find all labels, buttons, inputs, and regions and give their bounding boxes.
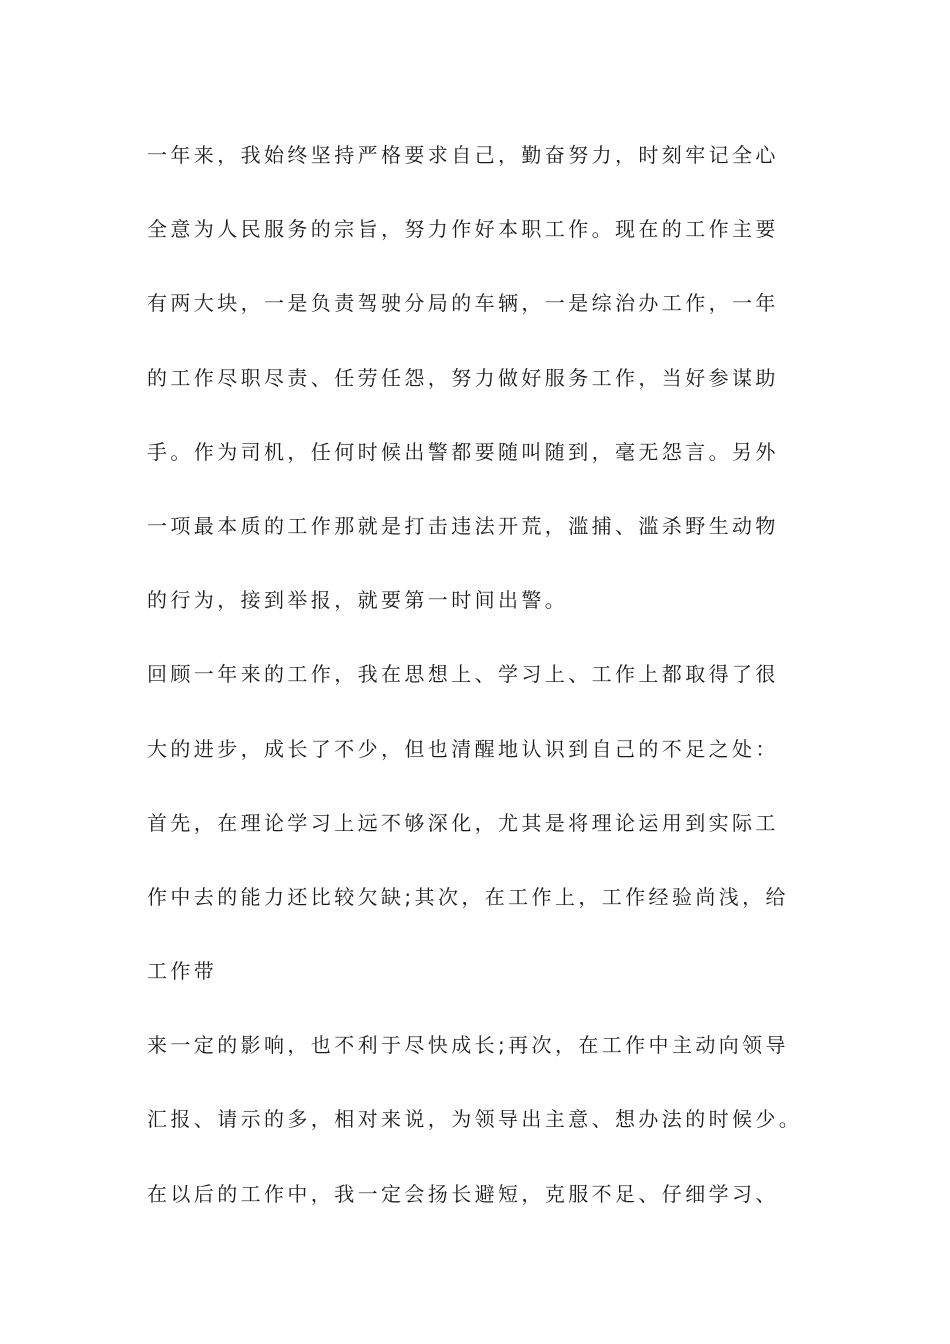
text-line-4: 的工作尽职尽责、任劳任怨，努力做好服务工作，当好参谋助 <box>147 365 779 390</box>
text-line-12: 工作带 <box>147 959 218 984</box>
text-line-8: 回顾一年来的工作，我在思想上、学习上、工作上都取得了很 <box>147 662 779 687</box>
text-line-15: 在以后的工作中，我一定会扬长避短，克服不足、仔细学习、 <box>147 1181 779 1206</box>
text-line-6: 一项最本质的工作那就是打击违法开荒，滥捕、滥杀野生动物 <box>147 513 779 538</box>
text-line-3: 有两大块，一是负责驾驶分局的车辆，一是综治办工作，一年 <box>147 291 779 316</box>
text-line-7: 的行为，接到举报，就要第一时间出警。 <box>147 588 569 613</box>
body-text <box>147 133 812 1246</box>
text-line-1: 一年来，我始终坚持严格要求自己，勤奋努力，时刻牢记全心 <box>147 143 779 167</box>
text-line-13: 来一定的影响，也不利于尽快成长;再次，在工作中主动向领导 <box>147 1033 789 1058</box>
text-line-14: 汇报、请示的多，相对来说，为领导出主意、想办法的时候少。 <box>147 1107 803 1132</box>
text-line-2: 全意为人民服务的宗旨，努力作好本职工作。现在的工作主要 <box>147 217 779 242</box>
text-line-11: 作中去的能力还比较欠缺;其次，在工作上，工作经验尚浅，给 <box>147 884 789 909</box>
text-line-10: 首先，在理论学习上远不够深化，尤其是将理论运用到实际工 <box>147 810 779 835</box>
text-line-9: 大的进步，成长了不少，但也清醒地认识到自己的不足之处： <box>147 736 779 761</box>
text-line-5: 手。作为司机，任何时候出警都要随叫随到，毫无怨言。另外 <box>147 439 779 464</box>
